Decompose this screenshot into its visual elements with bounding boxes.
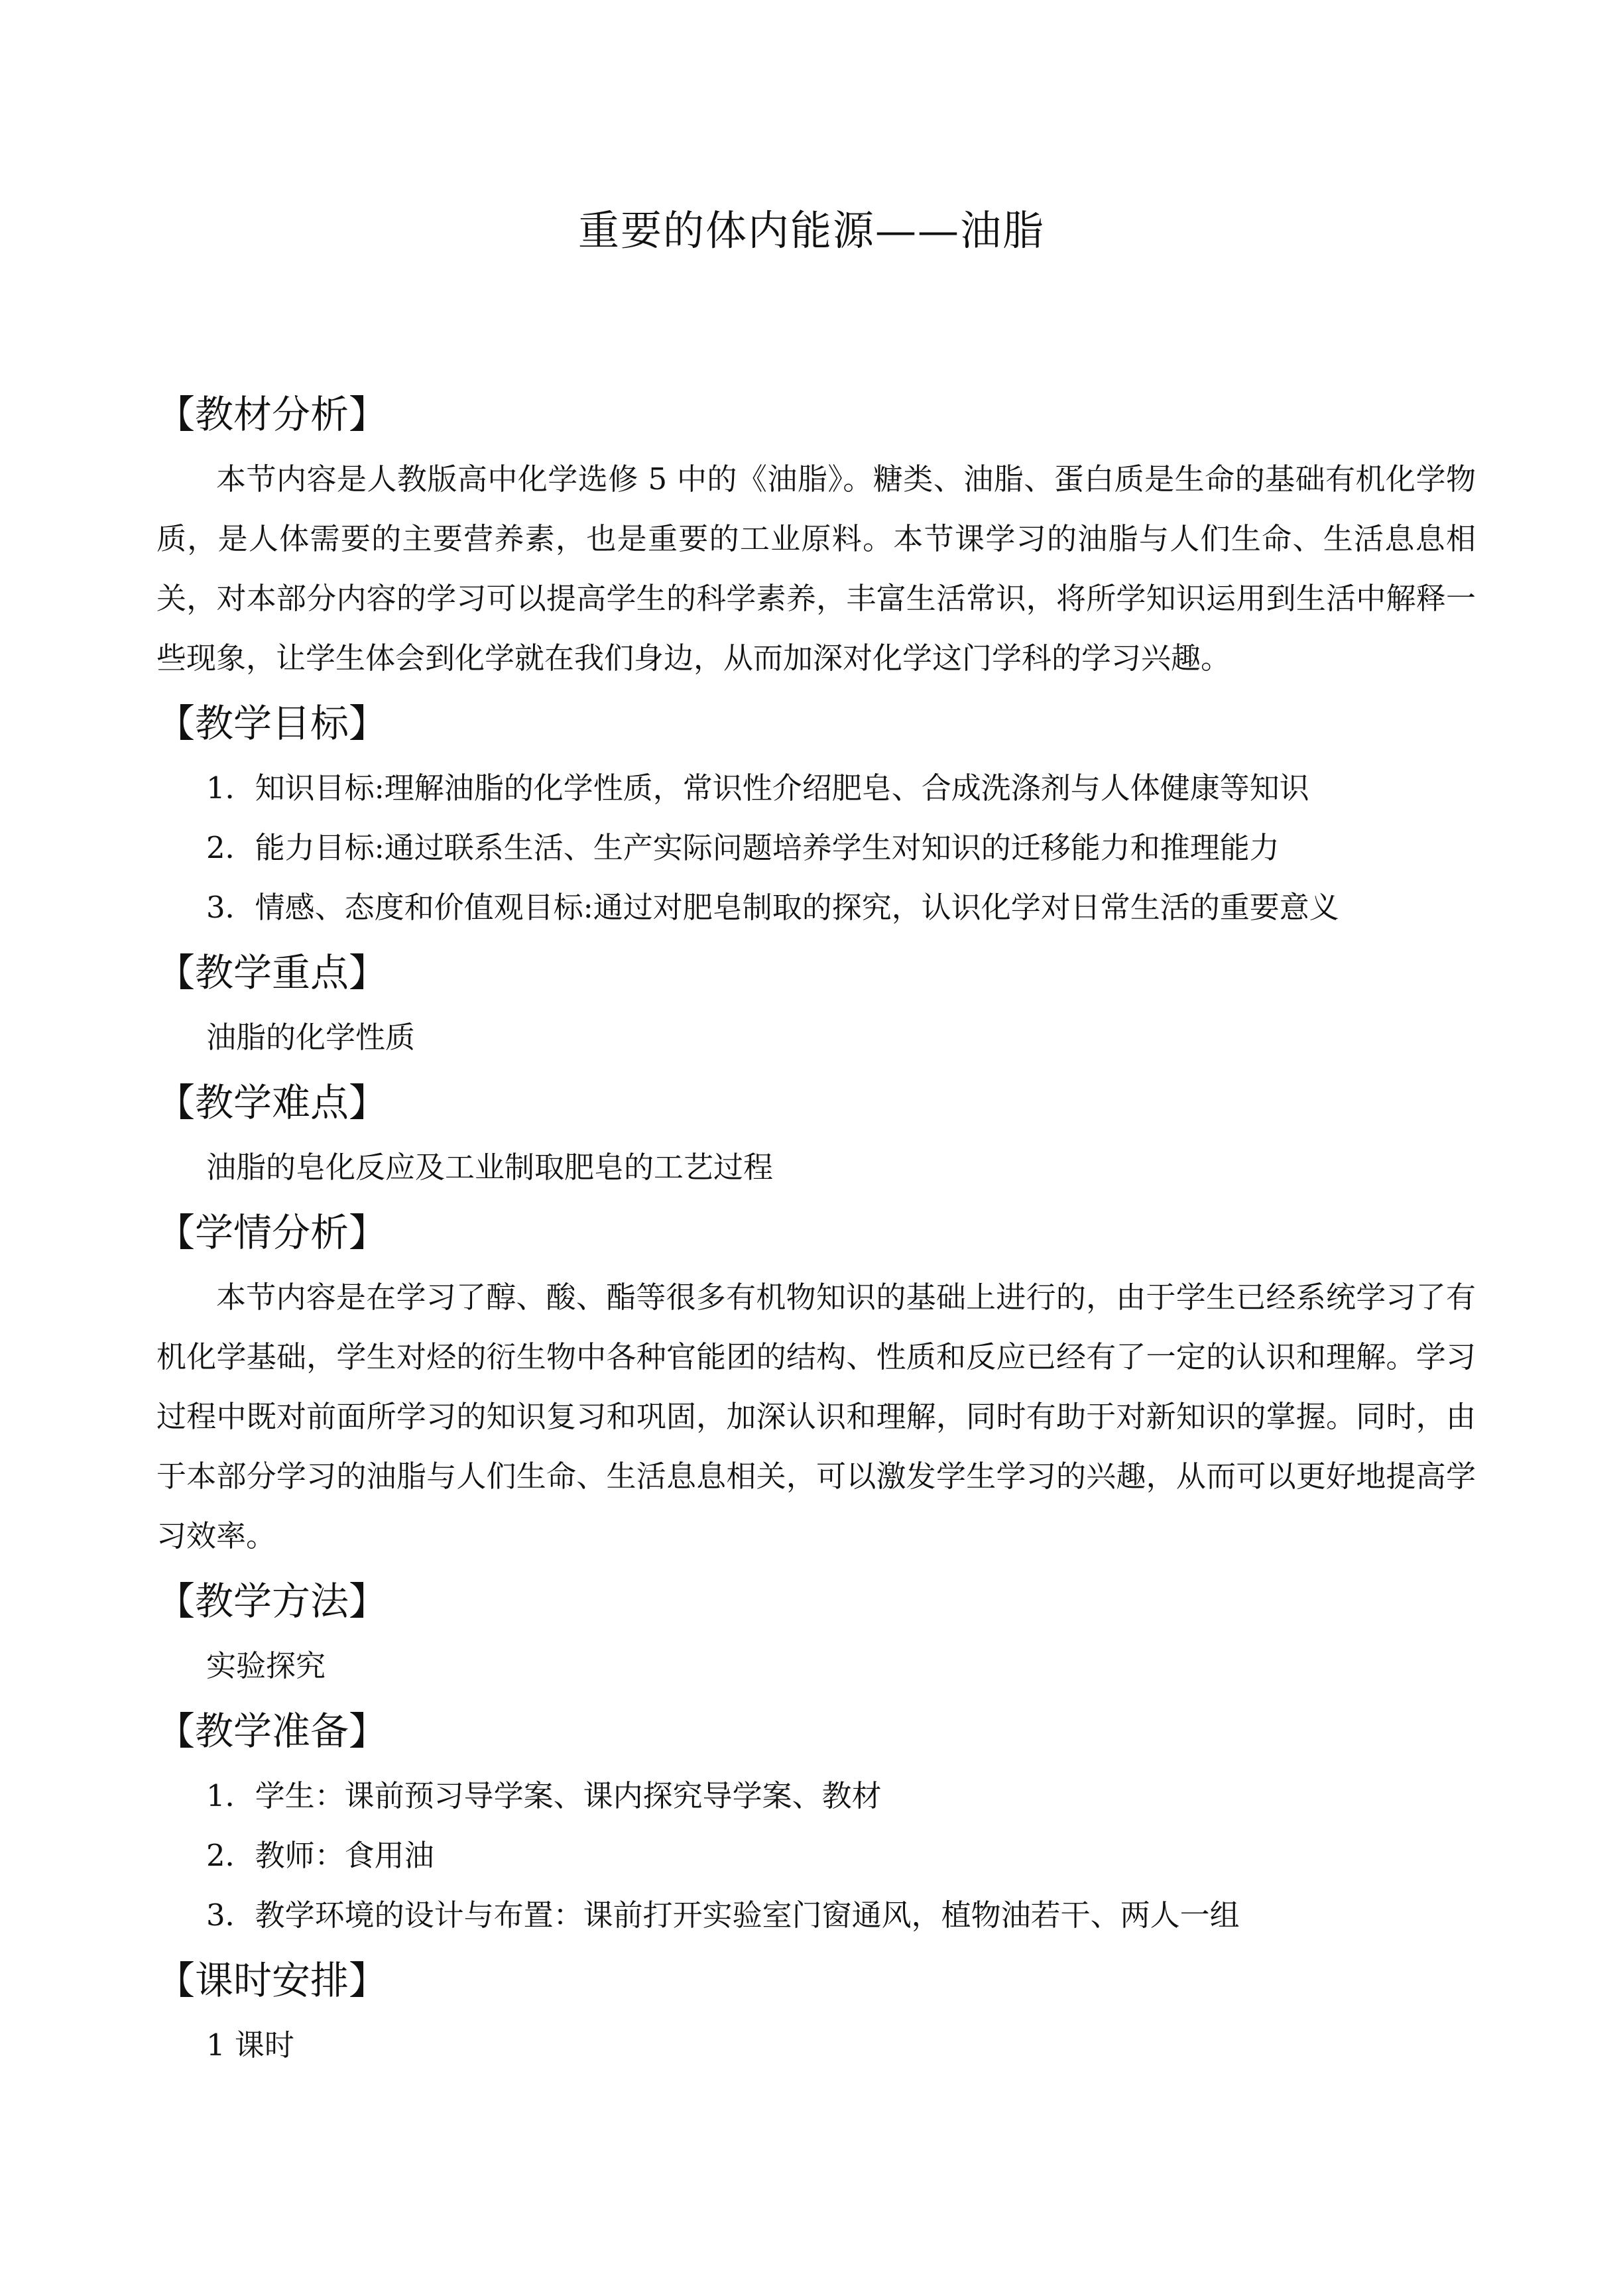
section-text: 实验探究 <box>206 1648 326 1683</box>
section-heading: 【课时安排】 <box>156 1958 388 2003</box>
section-teaching-method <box>156 1571 1476 1696</box>
section-text: 油脂的皂化反应及工业制取肥皂的工艺过程 <box>206 1150 774 1185</box>
preparation-item: 3．教学环境的设计与布置：课前打开实验室门窗通风，植物油若干、两人一组 <box>206 1898 1240 1933</box>
section-heading: 【教材分析】 <box>156 392 388 437</box>
objective-item: 3．情感、态度和价值观目标:通过对肥皂制取的探究，认识化学对日常生活的重要意义 <box>206 890 1339 925</box>
section-text: 1 课时 <box>206 2027 294 2063</box>
section-paragraph: 本节内容是在学习了醇、酸、酯等很多有机物知识的基础上进行的，由于学生已经系统学习了有机化学基础，学生对烃的衍生物中各种官能团的结构、性质和反应已经有了一定的认识和理解。学习过程中既对前面所学习的知识复习和巩固，加深认识和理解，同时有助于对新知识的掌握。同时，由于本部分学习的油脂与人们生命、生活息息相关，可以激发学生学习的兴趣，从而可以更好地提高学习效率。 <box>156 1280 1476 1553</box>
document-body <box>156 385 1476 2081</box>
objective-item: 2．能力目标:通过联系生活、生产实际问题培养学生对知识的迁移能力和推理能力 <box>206 830 1280 865</box>
document-title: 重要的体内能源——油脂 <box>577 206 1045 255</box>
section-textbook-analysis <box>156 385 1476 688</box>
section-class-schedule <box>156 1951 1476 2075</box>
section-teaching-preparation <box>156 1701 1476 1945</box>
section-difficult-points <box>156 1073 1476 1197</box>
section-heading: 【教学方法】 <box>156 1579 388 1624</box>
section-learner-analysis <box>156 1203 1476 1566</box>
section-heading: 【教学准备】 <box>156 1709 388 1754</box>
preparation-item: 2．教师：食用油 <box>206 1838 434 1873</box>
preparation-item: 1．学生：课前预习导学案、课内探究导学案、教材 <box>206 1778 882 1813</box>
objective-item: 1．知识目标:理解油脂的化学性质，常识性介绍肥皂、合成洗涤剂与人体健康等知识 <box>206 770 1309 806</box>
section-heading: 【教学难点】 <box>156 1080 388 1125</box>
section-heading: 【教学重点】 <box>156 950 388 995</box>
section-heading: 【教学目标】 <box>156 701 388 746</box>
section-key-points <box>156 943 1476 1067</box>
section-text: 油脂的化学性质 <box>206 1020 416 1055</box>
section-heading: 【学情分析】 <box>156 1210 388 1255</box>
section-paragraph: 本节内容是人教版高中化学选修 5 中的《油脂》。糖类、油脂、蛋白质是生命的基础有机化学物质，是人体需要的主要营养素，也是重要的工业原料。本节课学习的油脂与人们生命、生活息息相关，对本部分内容的学习可以提高学生的科学素养，丰富生活常识，将所学知识运用到生活中解释一些现象，让学生体会到化学就在我们身边，从而加深对化学这门学科的学习兴趣。 <box>156 461 1476 676</box>
section-teaching-objectives <box>156 694 1476 937</box>
